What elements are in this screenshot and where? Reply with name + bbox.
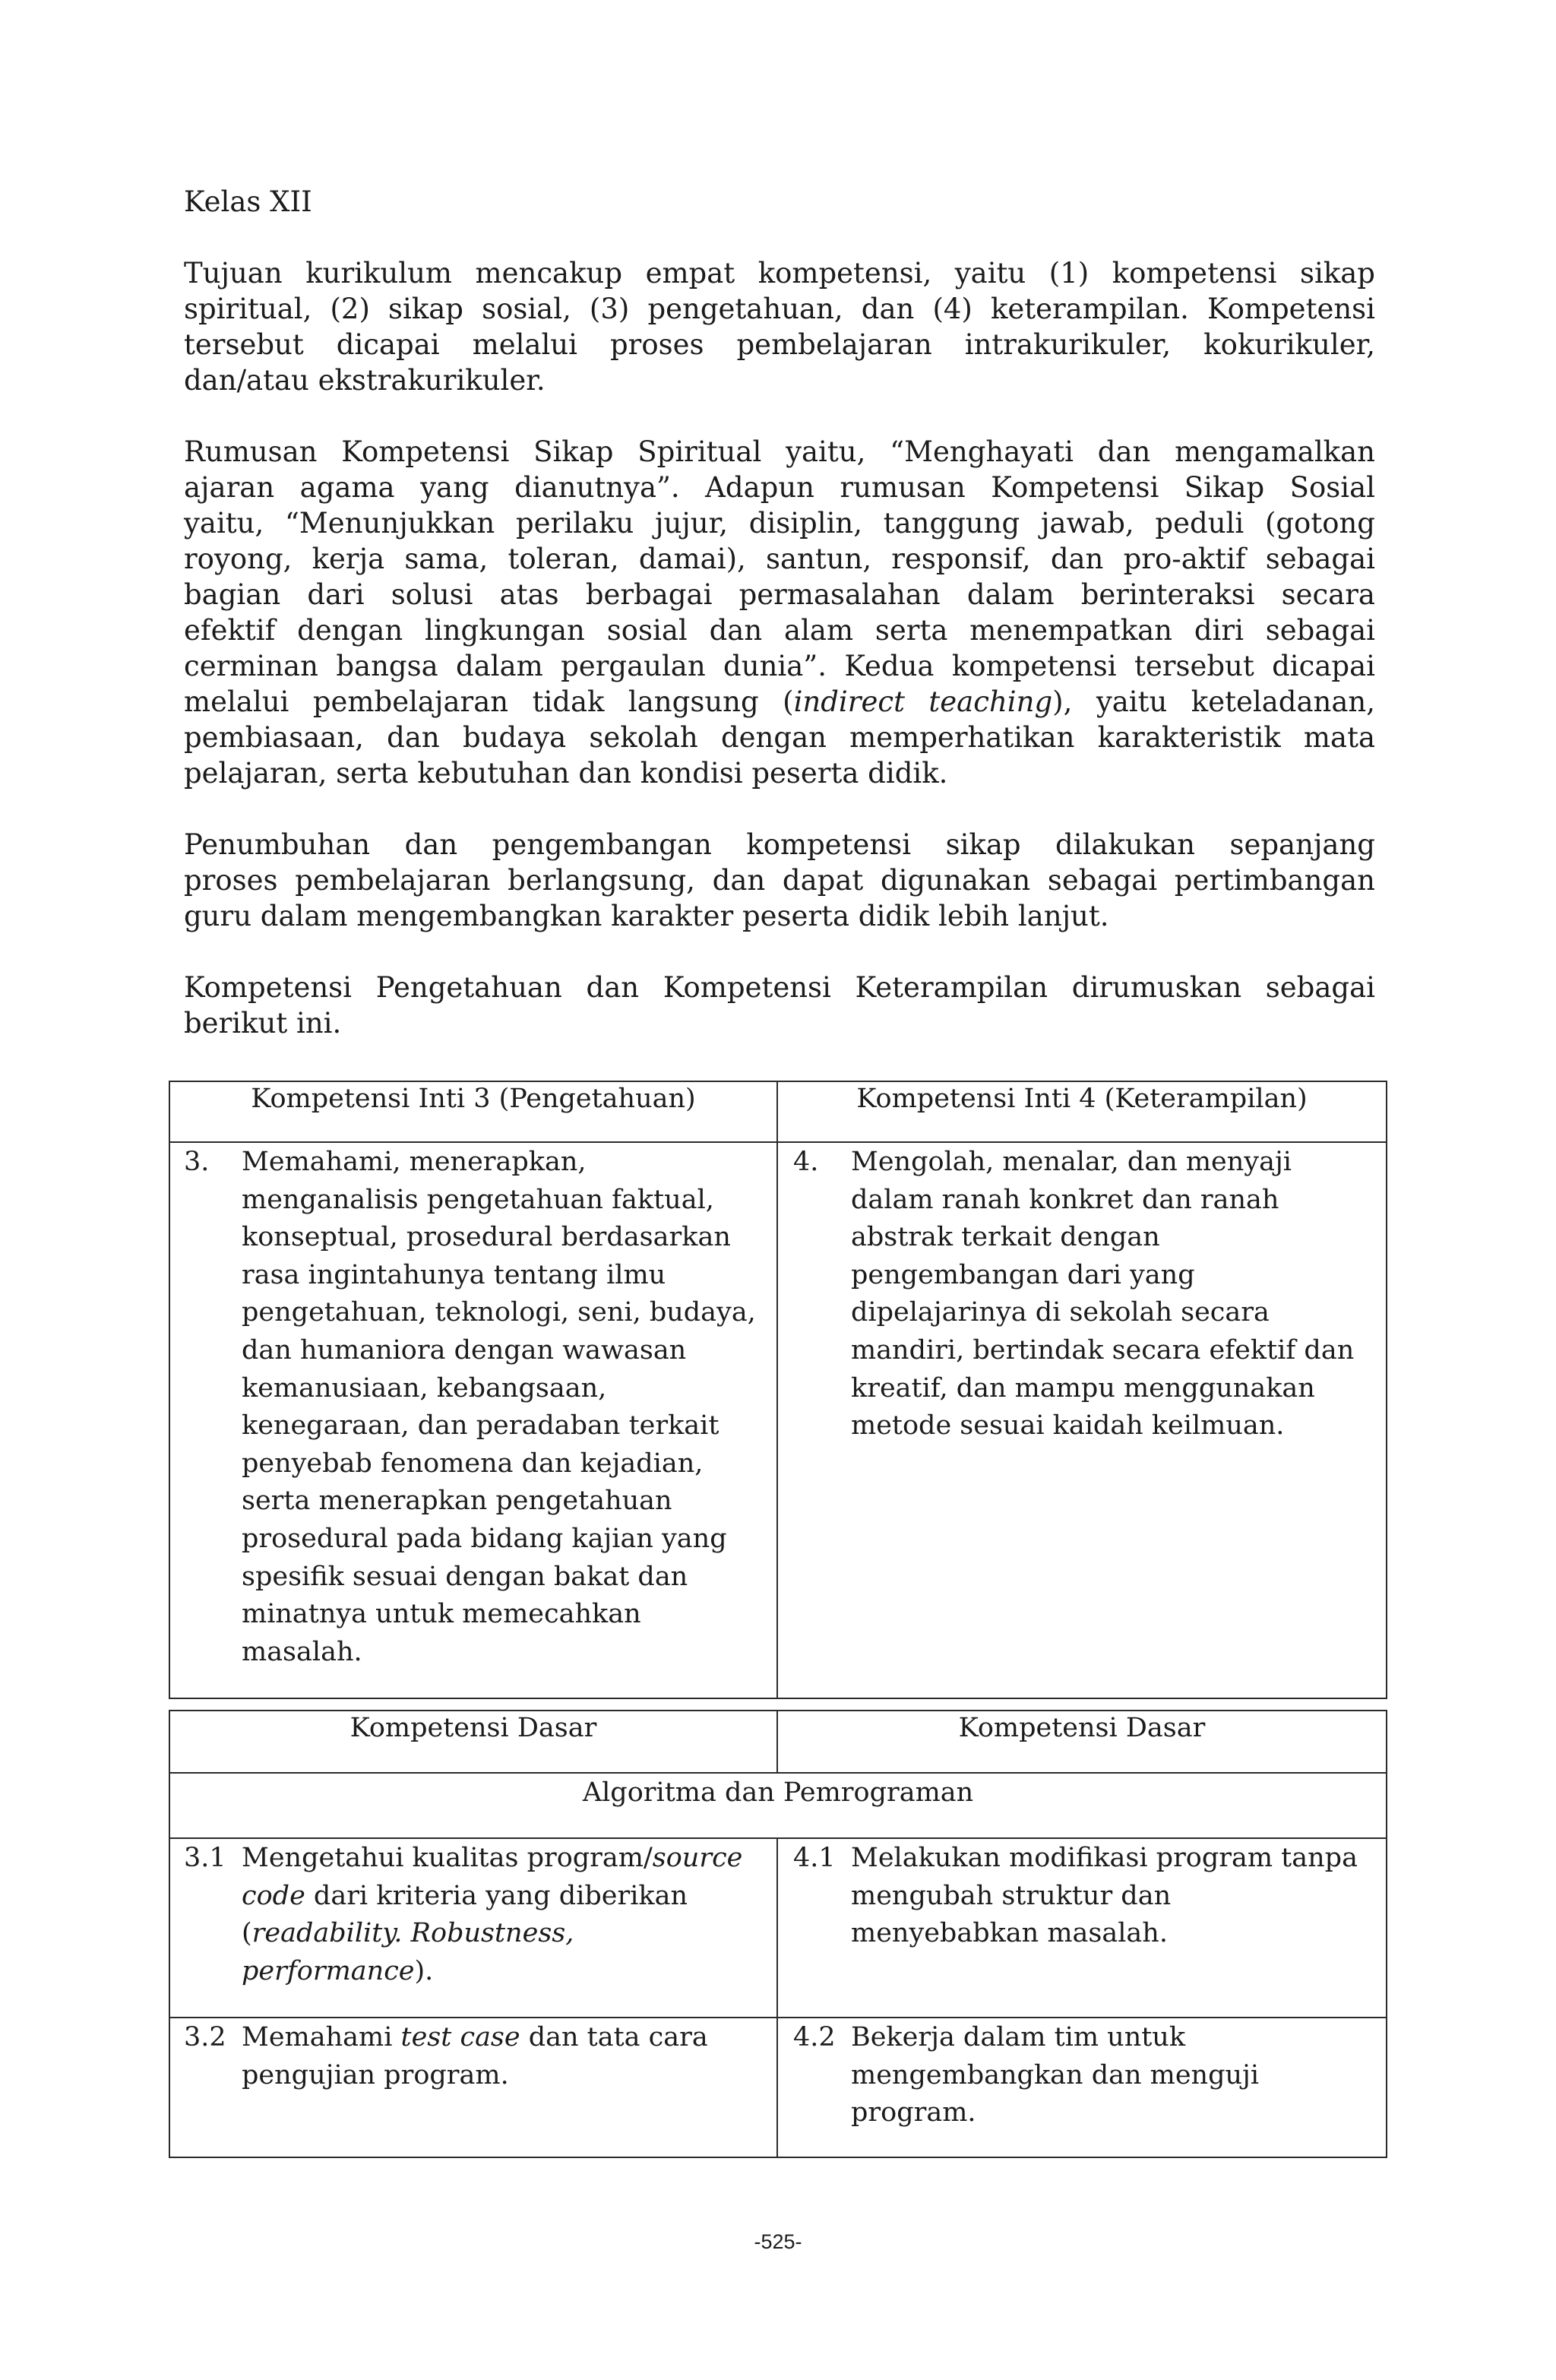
italic-term: performance [242,1955,415,1986]
core-competency-table [169,1081,1387,1699]
competency-line: program. [851,2097,976,2128]
competency-line: dipelajarinya di sekolah secara [851,1297,1270,1328]
paragraph-line: Kompetensi Pengetahuan dan Kompetensi Keterampilan dirumuskan sebagai [184,971,1375,1004]
competency-line: minatnya untuk memecahkan [242,1599,641,1630]
competency-text [851,2019,1259,2132]
paragraph-line: efektif dengan lingkungan sosial dan alam serta menempatkan diri sebagai [184,614,1375,647]
paragraph-line-text: melalui pembelajaran tidak langsung ( [184,685,794,718]
paragraph-table-intro [184,970,1375,1041]
paragraph-line: Tujuan kurikulum mencakup empat kompetensi, yaitu (1) kompetensi sikap [184,257,1375,290]
paragraph-line: Rumusan Kompetensi Sikap Spiritual yaitu, “Menghayati dan mengamalkan [184,435,1375,468]
competency-number: 4.2 [793,2022,836,2052]
competency-line: Melakukan modifikasi program tanpa [851,1843,1358,1873]
table-row [170,1839,1386,2018]
competency-line-text: ). [414,1955,434,1986]
competency-line: masalah. [242,1636,362,1667]
paragraph-line: Penumbuhan dan pengembangan kompetensi sikap dilakukan sepanjang [184,828,1375,861]
column-header-skills: Kompetensi Dasar [958,1713,1206,1743]
document-body [184,184,1375,1041]
competency-line: mandiri, bertindak secara efektif dan [851,1334,1355,1366]
competency-line: serta menerapkan pengetahuan [242,1486,672,1517]
paragraph-line: cerminan bangsa dalam pergaulan dunia”. Kedua kompetensi tersebut dicapai [184,650,1375,682]
paragraph-attitude-development [184,827,1375,934]
paragraph-line: royong, kerja sama, toleran, damai), santun, responsif, dan pro-aktif sebagai [184,543,1375,575]
competency-line-text: dari kriteria yang diberikan [305,1880,688,1911]
competency-line: penyebab fenomena dan kejadian, [242,1448,704,1479]
competency-line: metode sesuai kaidah keilmuan. [851,1410,1285,1442]
page-number: -525- [754,2230,802,2253]
competency-line: mengembangkan dan menguji [851,2059,1260,2090]
italic-term: source [652,1843,743,1873]
competency-line [242,1915,742,1953]
paragraph-line-text: ), yaitu keteladanan, [1052,685,1375,718]
competency-line: konseptual, prosedural berdasarkan [242,1222,731,1253]
competency-line [242,1878,742,1916]
competency-line: abstrak terkait dengan [851,1222,1160,1253]
competency-line: dalam ranah konkret dan ranah [851,1184,1279,1215]
paragraph-line: pembiasaan, dan budaya sekolah dengan memperhatikan karakteristik mata [184,721,1375,754]
competency-line-text: ( [242,1918,252,1949]
competency-text [851,1840,1358,1953]
italic-term: test case [400,2022,520,2052]
competency-line: mengubah struktur dan [851,1880,1172,1911]
competency-text [242,1840,742,1990]
competency-line: pengembangan dari yang [851,1259,1195,1290]
competency-text [851,1144,1354,1445]
section-row [170,1774,1386,1839]
knowledge-cell [170,1143,778,1698]
class-label: Kelas XII [184,185,312,218]
skills-cell [778,2018,1386,2157]
competency-line: menganalisis pengetahuan faktual, [242,1184,714,1215]
competency-line: spesifik sesuai dengan bakat dan [242,1561,688,1592]
competency-line [242,1953,742,1991]
competency-line: Memahami, menerapkan, [242,1147,587,1177]
competency-line: menyebabkan masalah. [851,1918,1168,1949]
paragraph-curriculum-goals [184,255,1375,398]
competency-number: 4. [793,1147,819,1177]
competency-line: kreatif, dan mampu menggunakan [851,1372,1315,1404]
competency-line [242,1840,742,1878]
paragraph-line: guru dalam mengembangkan karakter peserta didik lebih lanjut. [184,900,1109,932]
competency-line-text: Mengetahui kualitas program/ [242,1843,653,1873]
skills-cell [778,1143,1386,1698]
table-row [170,2018,1386,2157]
knowledge-cell [170,1839,778,2017]
competency-line [242,2019,708,2057]
knowledge-cell [170,2018,778,2157]
paragraph-line: spiritual, (2) sikap sosial, (3) pengetahuan, dan (4) keterampilan. Kompetensi [184,293,1375,325]
paragraph-line: pelajaran, serta kebutuhan dan kondisi peserta didik. [184,757,948,790]
table-row [170,1143,1386,1698]
competency-line: kenegaraan, dan peradaban terkait [242,1410,719,1442]
italic-term: readability. Robustness, [251,1918,574,1949]
competency-line: Mengolah, menalar, dan menyaji [851,1147,1292,1177]
paragraph-line: ajaran agama yang dianutnya”. Adapun rumusan Kompetensi Sikap Sosial [184,471,1375,504]
paragraph-line: tersebut dicapai melalui proses pembelajaran intrakurikuler, kokurikuler, [184,328,1375,361]
competency-line: kemanusiaan, kebangsaan, [242,1372,607,1404]
paragraph-line: bagian dari solusi atas berbagai permasalahan dalam berinteraksi secara [184,578,1375,611]
paragraph-line: berikut ini. [184,1007,342,1040]
column-header-skills: Kompetensi Inti 4 (Keterampilan) [856,1084,1308,1114]
competency-number: 4.1 [793,1843,836,1873]
italic-term: indirect teaching [793,685,1053,718]
column-header-knowledge: Kompetensi Dasar [170,1711,778,1772]
paragraph-attitude-competencies [184,434,1375,791]
competency-number: 3.1 [184,1843,226,1873]
skills-cell [778,1839,1386,2017]
competency-line: rasa ingintahunya tentang ilmu [242,1259,666,1290]
competency-number: 3.2 [184,2022,226,2052]
competency-text [242,1144,756,1671]
column-header-knowledge: Kompetensi Inti 3 (Pengetahuan) [170,1082,778,1141]
paragraph-line: proses pembelajaran berlangsung, dan dapat digunakan sebagai pertimbangan [184,864,1375,897]
competency-line: prosedural pada bidang kajian yang [242,1523,727,1554]
competency-line-text: Memahami [242,2022,401,2052]
paragraph-line: dan/atau ekstrakurikuler. [184,364,546,397]
competency-line: pengujian program. [242,2059,509,2090]
section-title: Algoritma dan Pemrograman [582,1777,974,1808]
competency-number: 3. [184,1147,210,1177]
basic-competency-table [169,1710,1387,2158]
paragraph-line [184,684,1375,720]
table-header-row [170,1082,1386,1143]
competency-line-text: dan tata cara [520,2022,708,2052]
competency-line: pengetahuan, teknologi, seni, budaya, [242,1297,756,1328]
italic-term: code [242,1880,305,1911]
competency-line: Bekerja dalam tim untuk [851,2022,1186,2052]
competency-line: dan humaniora dengan wawasan [242,1334,687,1366]
paragraph-line: yaitu, “Menunjukkan perilaku jujur, disiplin, tanggung jawab, peduli (gotong [184,507,1375,540]
table-header-row [170,1711,1386,1774]
competency-text [242,2019,708,2094]
